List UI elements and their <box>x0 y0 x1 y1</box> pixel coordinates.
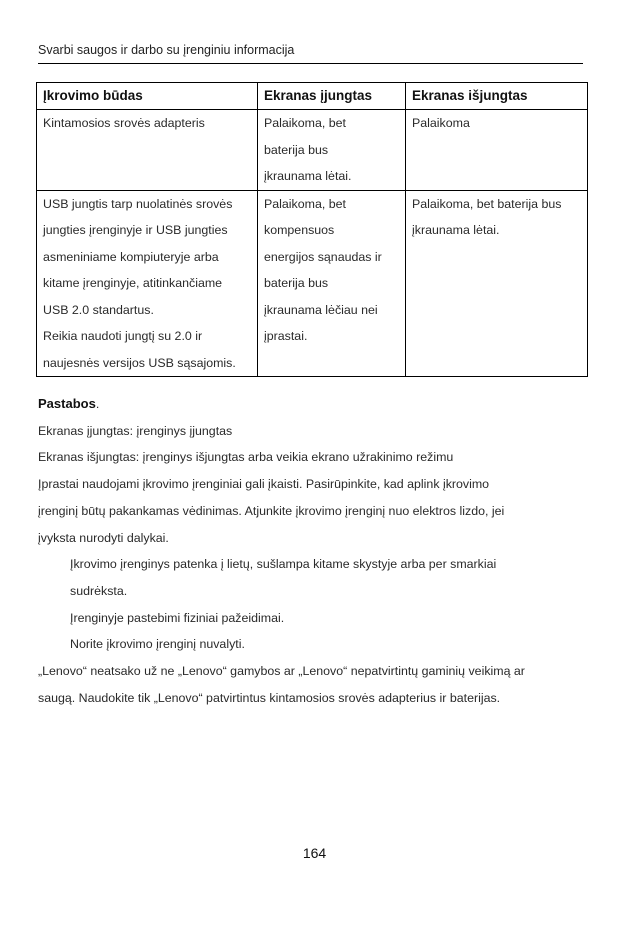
cell-line: Palaikoma <box>412 116 470 130</box>
notes-title: Pastabos <box>38 396 96 411</box>
note-closing-line: saugą. Naudokite tik „Lenovo“ patvirtintus kintamosios srovės adapterius ir baterijas. <box>38 690 501 705</box>
cell-line: energijos sąnaudas ir <box>264 249 382 264</box>
note-indented-line: Norite įkrovimo įrenginį nuvalyti. <box>70 637 245 652</box>
header-divider <box>38 63 583 64</box>
table-row <box>37 110 588 191</box>
note-line: įrenginį būtų pakankamas vėdinimas. Atjunkite įkrovimo įrenginį nuo elektros lizdo, jei <box>38 503 505 518</box>
table-row <box>37 190 588 377</box>
page-header-title: Svarbi saugos ir darbo su įrenginiu informacija <box>38 43 295 57</box>
cell-line: Palaikoma, bet baterija bus <box>412 196 562 211</box>
cell-line: įkraunama lėtai. <box>412 223 500 237</box>
cell-line: Reikia naudoti jungtį su 2.0 ir <box>43 329 203 343</box>
note-line: Ekranas išjungtas: įrenginys išjungtas arba veikia ekrano užrakinimo režimu <box>38 450 454 465</box>
cell-line: kompensuos <box>264 223 335 237</box>
table-cell <box>37 190 258 377</box>
column-header-screen-on: Ekranas įjungtas <box>258 83 406 110</box>
cell-line: asmeniniame kompiuteryje arba <box>43 249 219 264</box>
note-line: įvyksta nurodyti dalykai. <box>38 530 169 545</box>
table-cell <box>37 110 258 191</box>
notes-section <box>38 391 586 711</box>
table-cell <box>406 190 588 377</box>
cell-line: baterija bus <box>264 276 329 290</box>
table-cell <box>258 190 406 377</box>
cell-line: įkraunama lėčiau nei <box>264 302 378 317</box>
notes-heading <box>38 391 586 418</box>
note-indented-line: Įrenginyje pastebimi fiziniai pažeidimai. <box>70 610 285 625</box>
cell-line: USB jungtis tarp nuolatinės srovės <box>43 196 233 211</box>
notes-title-suffix: . <box>95 397 100 411</box>
charging-methods-table <box>36 82 588 377</box>
cell-line: įprastai. <box>264 329 308 343</box>
cell-line: Kintamosios srovės adapteris <box>43 116 205 130</box>
cell-line: baterija bus <box>264 142 329 157</box>
table-cell <box>406 110 588 191</box>
note-indented-line: Įkrovimo įrenginys patenka į lietų, sušlampa kitame skystyje arba per smarkiai <box>70 557 497 572</box>
cell-line: USB 2.0 standartus. <box>43 302 154 317</box>
cell-line: Palaikoma, bet <box>264 116 346 130</box>
note-line: Ekranas įjungtas: įrenginys įjungtas <box>38 423 233 438</box>
table-cell <box>258 110 406 191</box>
cell-line: jungties įrenginyje ir USB jungties <box>43 223 228 237</box>
column-header-charging-method: Įkrovimo būdas <box>37 83 258 110</box>
cell-line: kitame įrenginyje, atitinkančiame <box>43 276 223 290</box>
page-number: 164 <box>302 845 327 861</box>
note-indented-line: sudrėksta. <box>70 583 128 598</box>
note-closing-line: „Lenovo“ neatsako už ne „Lenovo“ gamybos ar „Lenovo“ nepatvirtintų gaminių veikimą ar <box>38 664 525 679</box>
cell-line: Palaikoma, bet <box>264 196 346 211</box>
cell-line: naujesnės versijos USB sąsajomis. <box>43 355 236 370</box>
column-header-screen-off: Ekranas išjungtas <box>406 83 588 110</box>
note-line: Įprastai naudojami įkrovimo įrenginiai gali įkaisti. Pasirūpinkite, kad aplink įkrovimo <box>38 477 490 492</box>
table-header-row <box>37 83 588 110</box>
cell-line: įkraunama lėtai. <box>264 169 352 183</box>
